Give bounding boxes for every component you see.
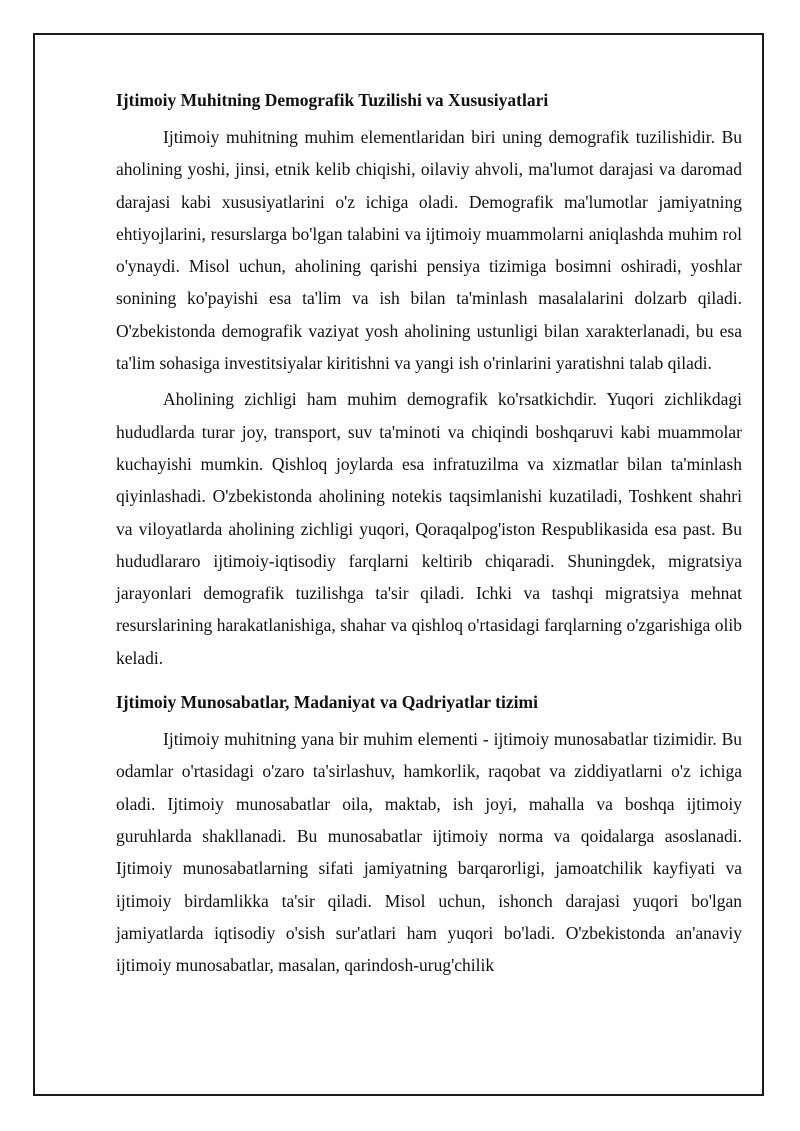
section-heading-social-relations: Ijtimoiy Munosabatlar, Madaniyat va Qadriyatlar tizimi (116, 692, 538, 713)
paragraph-demographic-structure: Ijtimoiy muhitning muhim elementlaridan biri uning demografik tuzilishidir. Bu aholining yoshi, jinsi, etnik kelib chiqishi, oilaviy ahvoli, ma'lumot darajasi va daromad darajasi kabi xususiyatlarini o'z ichiga oladi. Demografik ma'lumotlar jamiyatning ehtiyojlarini, resurslarga bo'lgan talabini va ijtimoiy muammolarni aniqlashda muhim rol o'ynaydi. Misol uchun, aholining qarishi pensiya tizimiga bosimni oshiradi, yoshlar sonining ko'payishi esa ta'lim va ish bilan ta'minlash masalalarini dolzarb qiladi. O'zbekistonda demografik vaziyat yosh aholining ustunligi bilan xarakterlanadi, bu esa ta'lim sohasiga investitsiyalar kiritishni va yangi ish o'rinlarini yaratishni talab qiladi. (116, 127, 742, 374)
paragraph-population-density: Aholining zichligi ham muhim demografik ko'rsatkichdir. Yuqori zichlikdagi hududlarda turar joy, transport, suv ta'minoti va chiqindi boshqaruvi kabi muammolar kuchayishi mumkin. Qishloq joylarda esa infratuzilma va xizmatlar bilan ta'minlash qiyinlashadi. O'zbekistonda aholining notekis taqsimlanishi kuzatiladi, Toshkent shahri va viloyatlarda aholining zichligi yuqori, Qoraqalpog'iston Respublikasida esa past. Bu hududlararo ijtimoiy-iqtisodiy farqlarni keltirib chiqaradi. Shuningdek, migratsiya jarayonlari demografik tuzilishga ta'sir qiladi. Ichki va tashqi migratsiya mehnat resurslarining harakatlanishiga, shahar va qishloq o'rtasidagi farqlarning o'zgarishiga olib keladi. (116, 389, 742, 668)
section-heading-demographics: Ijtimoiy Muhitning Demografik Tuzilishi va Xususiyatlari (116, 90, 549, 110)
paragraph-social-relations: Ijtimoiy muhitning yana bir muhim elementi - ijtimoiy munosabatlar tizimidir. Bu odamlar o'rtasidagi o'zaro ta'sirlashuv, hamkorlik, raqobat va ziddiyatlarni o'z ichiga oladi. Ijtimoiy munosabatlar oila, maktab, ish joyi, mahalla va boshqa ijtimoiy guruhlarda shakllanadi. Bu munosabatlar ijtimoiy norma va qoidalarga asoslanadi. Ijtimoiy munosabatlarning sifati jamiyatning barqarorligi, jamoatchilik kayfiyati va ijtimoiy birdamlikka ta'sir qiladi. Misol uchun, ishonch darajasi yuqori bo'lgan jamiyatlarda iqtisodiy o'sish sur'atlari ham yuqori bo'ladi. O'zbekistonda an'anaviy ijtimoiy munosabatlar, masalan, qarindosh-urug'chilik (116, 729, 742, 976)
document-body (116, 84, 742, 985)
